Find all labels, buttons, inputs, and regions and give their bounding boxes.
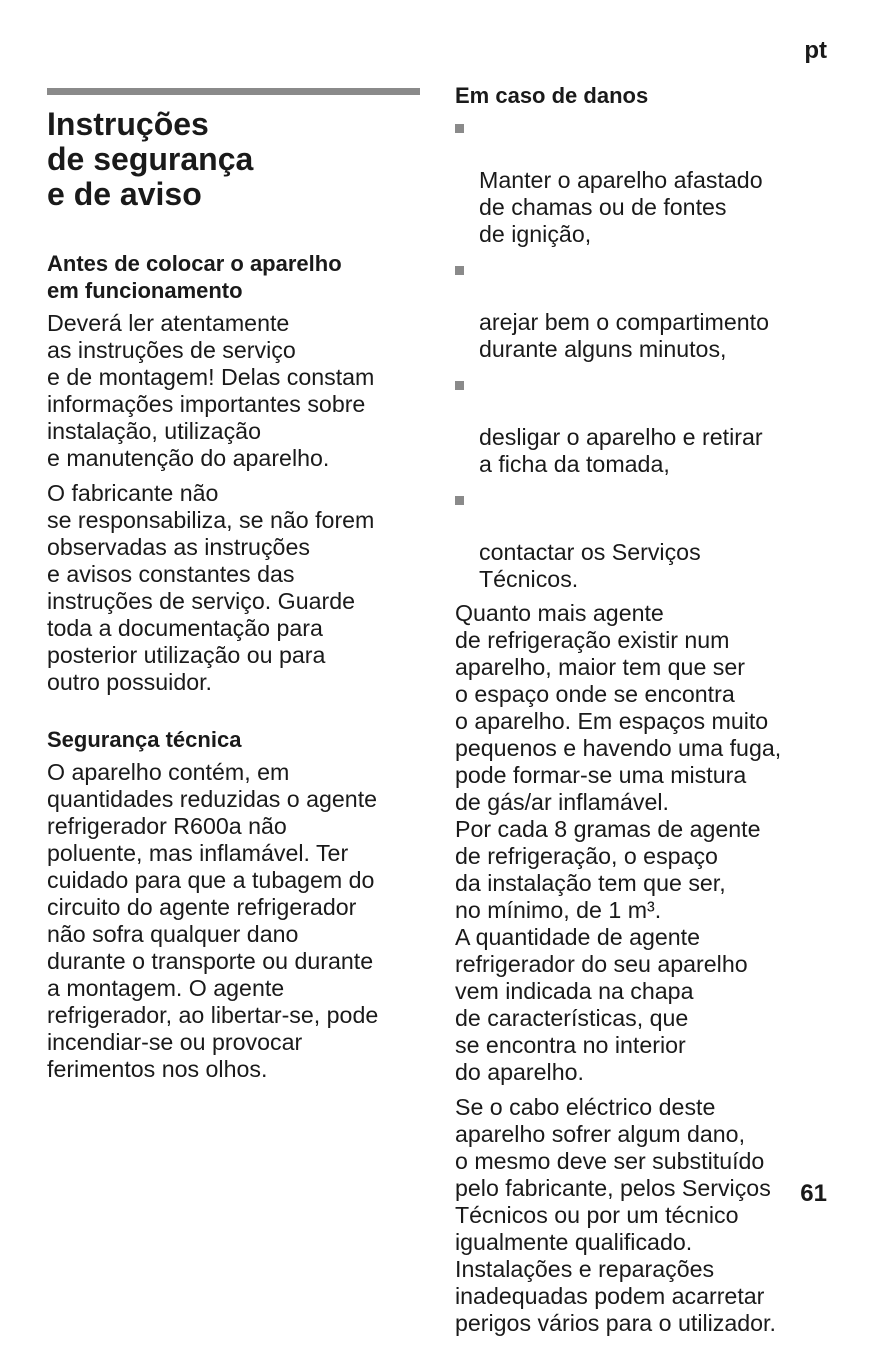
paragraph-read-instructions: Deverá ler atentamente as instruções de serviço e de montagem! Delas constam informações importantes sobre instalação, utilização e manutenção do aparelho. — [47, 310, 375, 471]
square-bullet-icon — [455, 124, 464, 133]
list-item-text: Manter o aparelho afastado de chamas ou de fontes de ignição, — [479, 167, 763, 247]
paragraph-manufacturer-liability: O fabricante não se responsabiliza, se não forem observadas as instruções e avisos constantes das instruções de serviço. Guarde toda a documentação para posterior utilização ou para outro possuidor. — [47, 480, 375, 695]
square-bullet-icon — [455, 381, 464, 390]
paragraph-refrigerant: O aparelho contém, em quantidades reduzidas o agente refrigerador R600a não poluente, mas inflamável. Ter cuidado para que a tubagem do circuito do agente refrigerador não sofra qualquer dano durante o transporte ou durante a montagem. O agente refrigerador, ao libertar-se, pode incendiar-se ou provocar ferimentos nos olhos. — [47, 759, 379, 1082]
list-item — [455, 113, 833, 248]
section-heading-technical-safety: Segurança técnica — [47, 727, 242, 752]
list-item-text: arejar bem o compartimento durante alguns minutos, — [479, 309, 769, 362]
list-item-text: desligar o aparelho e retirar a ficha da tomada, — [479, 424, 763, 477]
page-number: 61 — [800, 1180, 827, 1207]
list-item-text: contactar os Serviços Técnicos. — [479, 539, 701, 592]
list-item — [455, 485, 833, 593]
list-item — [455, 370, 833, 478]
square-bullet-icon — [455, 266, 464, 275]
section-heading-before-use: Antes de colocar o aparelho em funcionamento — [47, 251, 342, 303]
left-column — [47, 88, 422, 1091]
list-item — [455, 255, 833, 363]
page-title: Instruções de segurança e de aviso — [47, 106, 254, 212]
damage-steps-list — [455, 113, 833, 593]
section-heading-in-case-of-damage: Em caso de danos — [455, 83, 649, 108]
square-bullet-icon — [455, 496, 464, 505]
language-label: pt — [804, 37, 827, 64]
paragraph-power-cable: Se o cabo eléctrico deste aparelho sofrer algum dano, o mesmo deve ser substituído pelo fabricante, pelos Serviços Técnicos ou por um técnico igualmente qualificado. Instalações e reparações inadequadas podem acarretar perigos vários para o utilizador. — [455, 1094, 776, 1336]
title-rule — [47, 88, 420, 95]
right-column — [455, 82, 833, 1345]
paragraph-refrigerant-quantity: Quanto mais agente de refrigeração existir num aparelho, maior tem que ser o espaço onde se encontra o aparelho. Em espaços muito pequenos e havendo uma fuga, pode formar-se uma mistura de gás/ar inflamável. Por cada 8 gramas de agente de refrigeração, o espaço da instalação tem que ser, no mínimo, de 1 m³. A quantidade de agente refrigerador do seu aparelho vem indicada na chapa de características, que se encontra no interior do aparelho. — [455, 600, 782, 1085]
